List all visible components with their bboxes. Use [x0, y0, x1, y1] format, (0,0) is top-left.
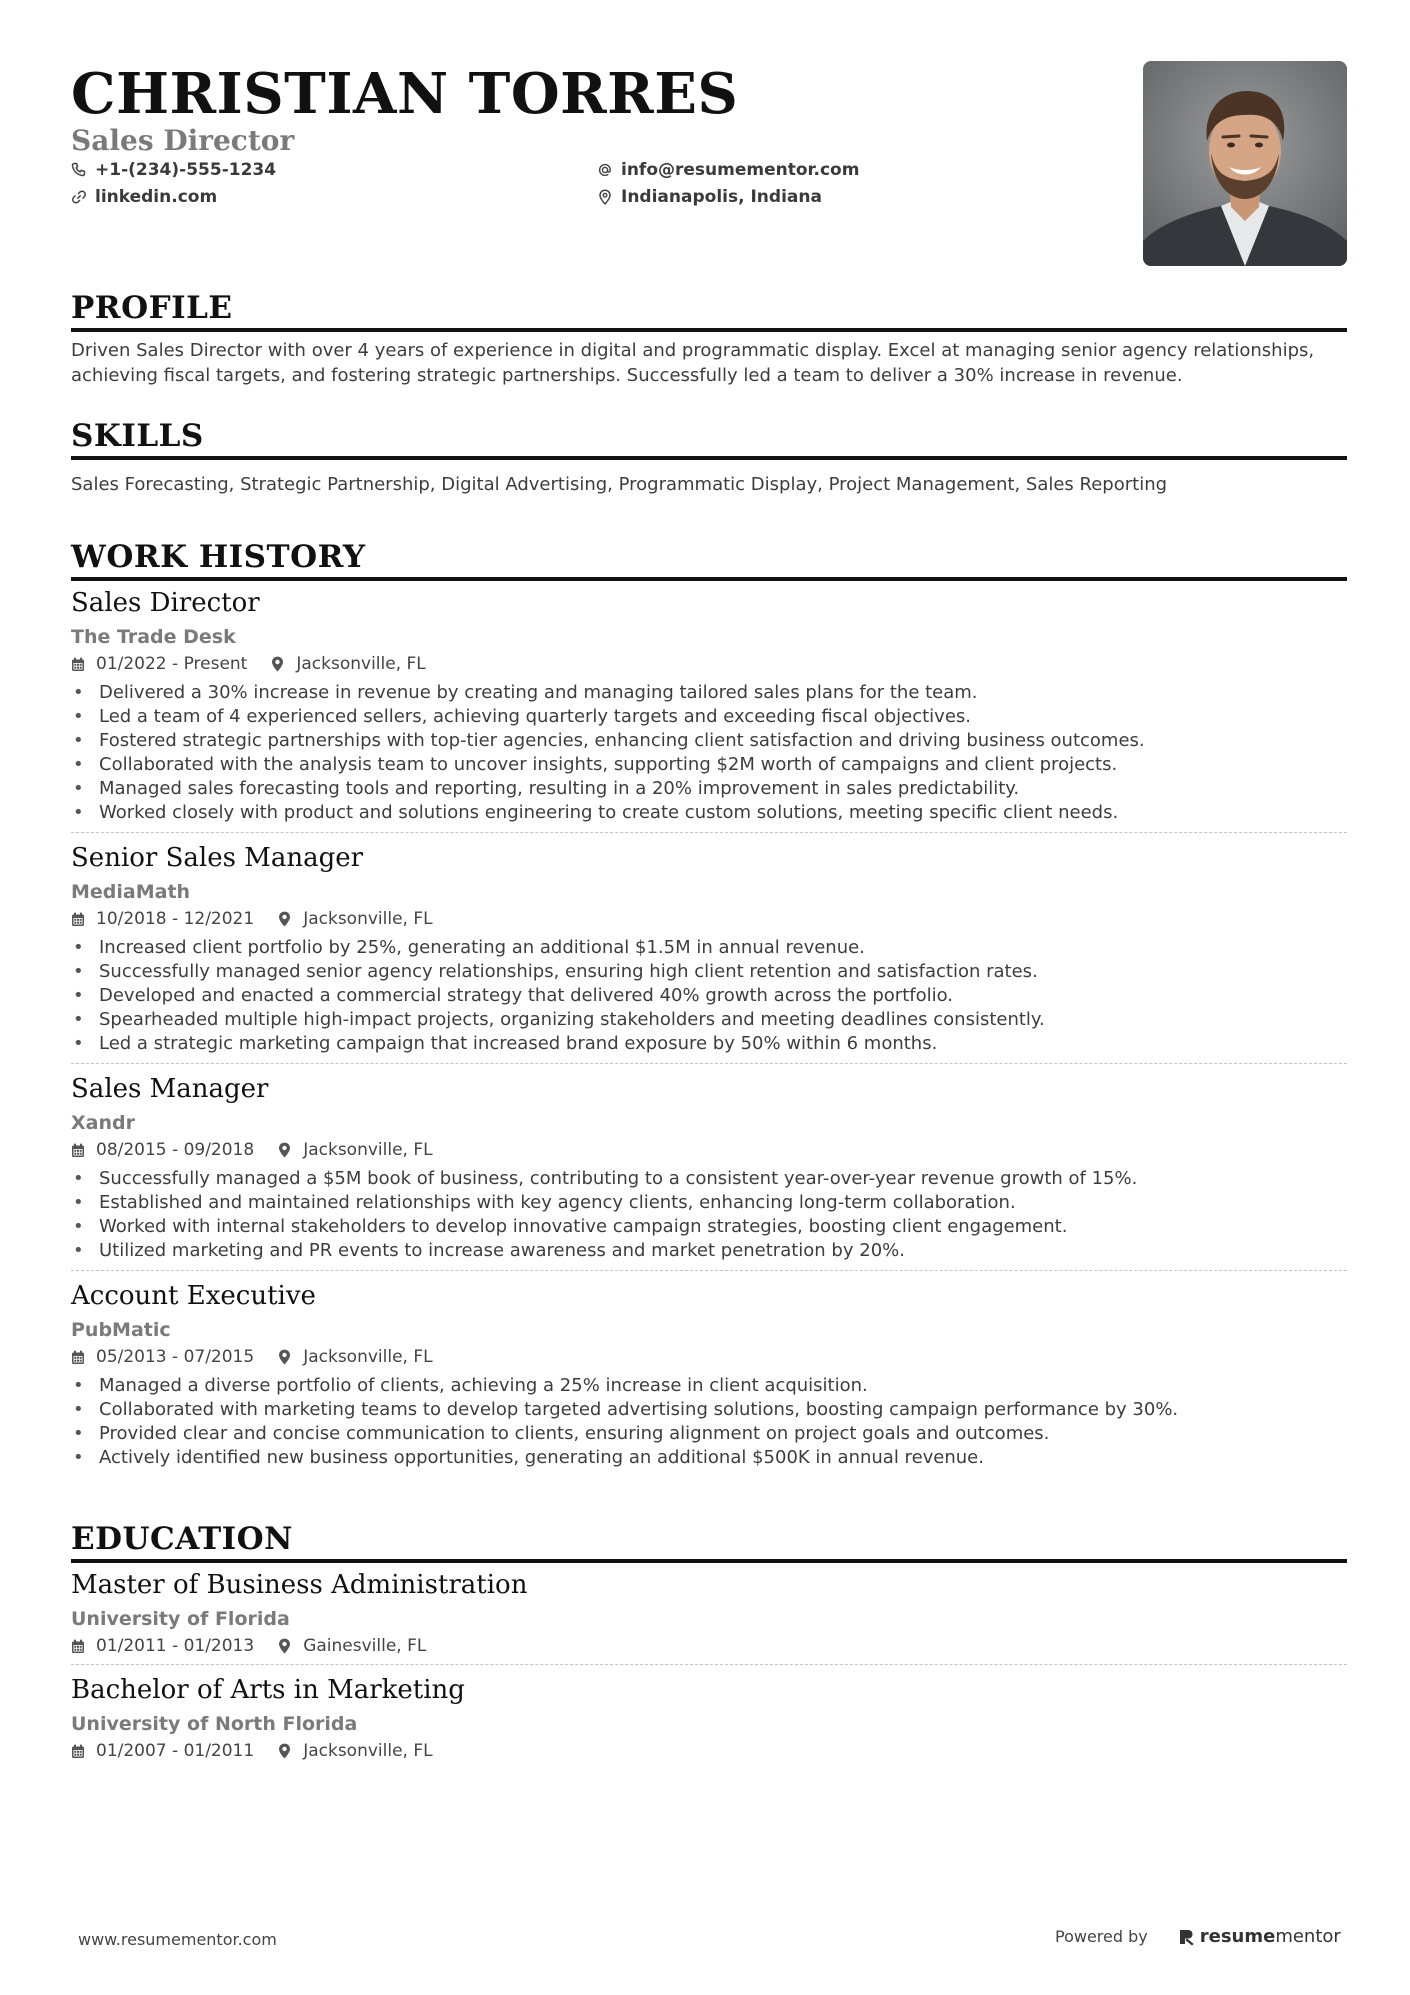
- job-location: Jacksonville, FL: [303, 1347, 433, 1367]
- pin-icon: [271, 656, 284, 672]
- skills-section: [71, 418, 1347, 497]
- education-meta: [71, 1635, 1347, 1657]
- contact-linkedin[interactable]: [71, 186, 217, 208]
- job-dates: 08/2015 - 09/2018: [96, 1140, 255, 1160]
- section-divider: [71, 577, 1347, 581]
- entry-divider: [71, 1664, 1347, 1665]
- contact-phone-text: +1-(234)-555-1234: [95, 160, 277, 180]
- entry-divider: [71, 1270, 1347, 1271]
- profile-heading: PROFILE: [71, 290, 233, 326]
- job-bullet: • Fostered strategic partnerships with top-tier agencies, enhancing client satisfaction and driving business outcomes.: [71, 729, 1347, 753]
- job-bullets: [71, 936, 1347, 1056]
- job-bullet: • Utilized marketing and PR events to increase awareness and market penetration by 20%.: [71, 1239, 1347, 1263]
- candidate-name: CHRISTIAN TORRES: [71, 61, 739, 127]
- pin-icon: [278, 1142, 291, 1158]
- job-entry: [71, 1280, 1347, 1470]
- contact-linkedin-text: linkedin.com: [95, 187, 218, 207]
- job-location: Jacksonville, FL: [303, 909, 433, 929]
- email-icon: [597, 162, 613, 178]
- job-dates: 01/2022 - Present: [96, 654, 248, 674]
- job-entry: [71, 1073, 1347, 1271]
- brand-text-light: mentor: [1275, 1926, 1341, 1947]
- job-bullet: • Successfully managed a $5M book of business, contributing to a consistent year-over-year revenue growth of 15%.: [71, 1167, 1347, 1191]
- contact-email[interactable]: [597, 159, 859, 181]
- education-entry: [71, 1674, 1347, 1762]
- job-title: Sales Director: [71, 588, 260, 618]
- pin-icon: [278, 1743, 291, 1759]
- job-bullet: • Led a team of 4 experienced sellers, achieving quarterly targets and exceeding fiscal objectives.: [71, 705, 1347, 729]
- job-bullet: • Collaborated with the analysis team to uncover insights, supporting $2M worth of campaigns and client projects.: [71, 753, 1347, 777]
- job-bullet: • Spearheaded multiple high-impact projects, organizing stakeholders and meeting deadlines consistently.: [71, 1008, 1347, 1032]
- job-company: MediaMath: [71, 881, 191, 903]
- avatar: [1143, 61, 1347, 266]
- job-bullet: • Delivered a 30% increase in revenue by creating and managing tailored sales plans for the team.: [71, 681, 1347, 705]
- calendar-icon: [71, 1350, 85, 1365]
- contact-phone[interactable]: [71, 159, 276, 181]
- job-meta: [71, 1139, 1347, 1161]
- profile-text: Driven Sales Director with over 4 years of experience in digital and programmatic display. Excel at managing senior agency relationships, achieving fiscal targets, and fostering strategic partnerships. Successfully led a team to deliver a 30% increase in revenue.: [71, 340, 1315, 386]
- job-company: PubMatic: [71, 1319, 171, 1341]
- job-bullet: • Led a strategic marketing campaign that increased brand exposure by 50% within 6 months.: [71, 1032, 1347, 1056]
- location-icon: [597, 189, 613, 205]
- profile-photo: [1143, 61, 1347, 266]
- education-school: University of North Florida: [71, 1713, 358, 1735]
- work-history-section: [71, 539, 1347, 1470]
- footer-branding: [1055, 1926, 1341, 1947]
- job-bullet: • Collaborated with marketing teams to develop targeted advertising solutions, boosting campaign performance by 30%.: [71, 1398, 1347, 1422]
- section-divider: [71, 1559, 1347, 1563]
- job-location: Jacksonville, FL: [296, 654, 426, 674]
- job-title: Sales Manager: [71, 1074, 269, 1104]
- powered-by-label: Powered by: [1055, 1927, 1148, 1946]
- job-bullet: • Managed sales forecasting tools and reporting, resulting in a 20% improvement in sales predictability.: [71, 777, 1347, 801]
- section-divider: [71, 456, 1347, 460]
- job-bullet: • Successfully managed senior agency relationships, ensuring high client retention and satisfaction rates.: [71, 960, 1347, 984]
- pin-icon: [278, 1349, 291, 1365]
- contact-email-text: info@resumementor.com: [621, 160, 860, 180]
- job-bullet: • Managed a diverse portfolio of clients, achieving a 25% increase in client acquisition.: [71, 1374, 1347, 1398]
- work-history-heading: WORK HISTORY: [71, 539, 366, 575]
- calendar-icon: [71, 1744, 85, 1759]
- skills-heading: SKILLS: [71, 418, 204, 454]
- job-list: [71, 587, 1347, 1470]
- job-entry: [71, 842, 1347, 1064]
- profile-section: [71, 290, 1347, 388]
- job-bullets: [71, 681, 1347, 825]
- job-title: Account Executive: [71, 1281, 316, 1311]
- job-dates: 05/2013 - 07/2015: [96, 1347, 255, 1367]
- skills-text: Sales Forecasting, Strategic Partnership, Digital Advertising, Programmatic Display, Project Management, Sales Reporting: [71, 474, 1168, 495]
- job-title: Senior Sales Manager: [71, 843, 364, 873]
- education-degree: Master of Business Administration: [71, 1570, 528, 1600]
- calendar-icon: [71, 912, 85, 927]
- link-icon: [71, 189, 87, 205]
- phone-icon: [71, 162, 87, 178]
- pin-icon: [278, 911, 291, 927]
- education-dates: 01/2011 - 01/2013: [96, 1636, 255, 1656]
- brand-mark-icon: [1178, 1928, 1194, 1946]
- entry-divider: [71, 832, 1347, 833]
- job-bullet: • Actively identified new business opportunities, generating an additional $500K in annual revenue.: [71, 1446, 1347, 1470]
- job-dates: 10/2018 - 12/2021: [96, 909, 255, 929]
- job-meta: [71, 908, 1347, 930]
- calendar-icon: [71, 657, 85, 672]
- entry-divider: [71, 1063, 1347, 1064]
- contact-location: [597, 186, 822, 208]
- education-meta: [71, 1740, 1347, 1762]
- pin-icon: [278, 1638, 291, 1654]
- calendar-icon: [71, 1639, 85, 1654]
- calendar-icon: [71, 1143, 85, 1158]
- education-section: [71, 1521, 1347, 1762]
- job-bullet: • Worked with internal stakeholders to develop innovative campaign strategies, boosting client engagement.: [71, 1215, 1347, 1239]
- footer-website[interactable]: www.resumementor.com: [78, 1930, 277, 1949]
- section-divider: [71, 328, 1347, 332]
- candidate-title: Sales Director: [71, 124, 295, 157]
- brand-text-bold: resume: [1199, 1926, 1276, 1947]
- job-company: Xandr: [71, 1112, 135, 1134]
- job-bullet: • Developed and enacted a commercial strategy that delivered 40% growth across the portfolio.: [71, 984, 1347, 1008]
- job-meta: [71, 653, 1347, 675]
- job-bullet: • Established and maintained relationships with key agency clients, enhancing long-term collaboration.: [71, 1191, 1347, 1215]
- job-bullets: [71, 1374, 1347, 1470]
- education-list: [71, 1569, 1347, 1762]
- job-company: The Trade Desk: [71, 626, 236, 648]
- education-heading: EDUCATION: [71, 1521, 293, 1557]
- brand-logo[interactable]: [1178, 1926, 1341, 1947]
- job-meta: [71, 1346, 1347, 1368]
- job-location: Jacksonville, FL: [303, 1140, 433, 1160]
- job-bullets: [71, 1167, 1347, 1263]
- job-entry: [71, 587, 1347, 833]
- education-school: University of Florida: [71, 1608, 290, 1630]
- job-bullet: • Provided clear and concise communication to clients, ensuring alignment on project goals and outcomes.: [71, 1422, 1347, 1446]
- job-bullet: • Worked closely with product and solutions engineering to create custom solutions, meeting specific client needs.: [71, 801, 1347, 825]
- education-degree: Bachelor of Arts in Marketing: [71, 1675, 465, 1705]
- education-location: Jacksonville, FL: [303, 1741, 433, 1761]
- education-location: Gainesville, FL: [303, 1636, 427, 1656]
- education-entry: [71, 1569, 1347, 1665]
- contact-location-text: Indianapolis, Indiana: [621, 187, 822, 207]
- education-dates: 01/2007 - 01/2011: [96, 1741, 255, 1761]
- job-bullet: • Increased client portfolio by 25%, generating an additional $1.5M in annual revenue.: [71, 936, 1347, 960]
